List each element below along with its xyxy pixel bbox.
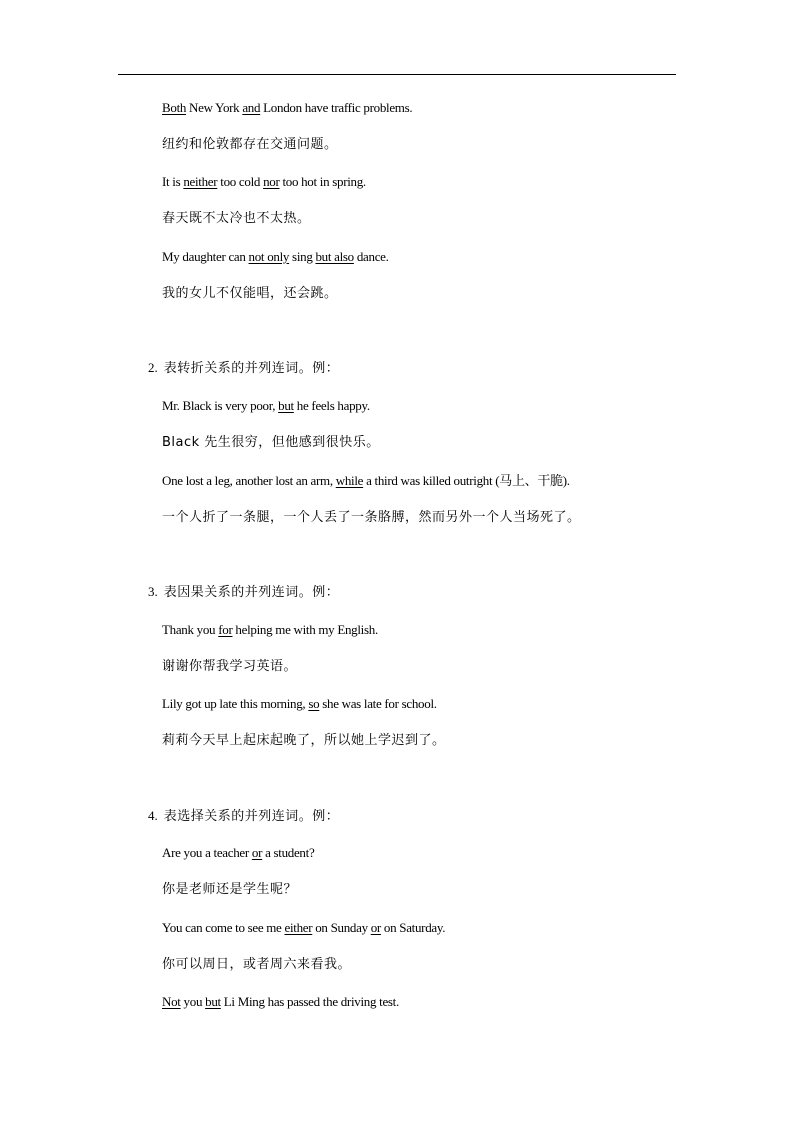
example-sentence-en: It is neither too cold nor too hot in spring. <box>162 174 366 189</box>
section-heading <box>148 807 339 826</box>
header-rule <box>118 74 676 75</box>
example-translation-zh: 莉莉今天早上起床起晚了，所以她上学迟到了。 <box>162 733 446 748</box>
section-number: 4. <box>148 808 158 823</box>
underlined-conjunction: for <box>218 622 233 637</box>
underlined-conjunction: nor <box>263 174 280 189</box>
underlined-conjunction: Not <box>162 994 181 1009</box>
underlined-conjunction: so <box>308 696 320 711</box>
example-translation-zh: 谢谢你帮我学习英语。 <box>162 659 298 674</box>
section-title: 表因果关系的并列连词。例： <box>163 585 340 600</box>
section-number: 2. <box>148 360 158 375</box>
example-translation-zh: 春天既不太冷也不太热。 <box>162 211 311 226</box>
example-translation-zh: 你是老师还是学生呢？ <box>162 882 298 897</box>
example-sentence-en: Are you a teacher or a student? <box>162 845 315 860</box>
underlined-conjunction: while <box>335 473 364 488</box>
example-sentence-en: Lily got up late this morning, so she was late for school. <box>162 696 437 711</box>
example-translation-zh: 纽约和伦敦都存在交通问题。 <box>162 137 338 152</box>
example-sentence-en: You can come to see me either on Sunday or on Saturday. <box>162 920 446 935</box>
example-translation-zh: 我的女儿不仅能唱，还会跳。 <box>162 286 338 301</box>
underlined-conjunction: not only <box>248 249 290 264</box>
underlined-conjunction: and <box>242 100 261 115</box>
section-title: 表选择关系的并列连词。例： <box>163 809 340 824</box>
example-sentence-en: Mr. Black is very poor, but he feels happy. <box>162 398 370 413</box>
section-title: 表转折关系的并列连词。例： <box>163 361 340 376</box>
underlined-conjunction: but <box>278 398 294 413</box>
example-sentence-en: One lost a leg, another lost an arm, while a third was killed outright (马上、干脆). <box>162 473 570 488</box>
section-heading <box>148 583 339 602</box>
example-sentence-en: Not you but Li Ming has passed the driving test. <box>162 994 399 1009</box>
underlined-conjunction: but <box>205 994 221 1009</box>
example-sentence-en: My daughter can not only sing but also dance. <box>162 249 389 264</box>
example-translation-zh: Black 先生很穷，但他感到很快乐。 <box>162 435 380 450</box>
example-sentence-en: Thank you for helping me with my English. <box>162 622 378 637</box>
underlined-conjunction: or <box>251 845 263 860</box>
underlined-conjunction: Both <box>162 100 187 115</box>
section-number: 3. <box>148 584 158 599</box>
underlined-conjunction: either <box>284 920 313 935</box>
example-translation-zh: 你可以周日，或者周六来看我。 <box>162 957 352 972</box>
example-translation-zh: 一个人折了一条腿，一个人丢了一条胳膊，然而另外一个人当场死了。 <box>162 510 581 525</box>
underlined-conjunction: or <box>370 920 381 935</box>
underlined-conjunction: neither <box>183 174 218 189</box>
section-heading <box>148 359 339 378</box>
underlined-conjunction: but also <box>315 249 354 264</box>
example-sentence-en: Both New York and London have traffic problems. <box>162 100 413 115</box>
